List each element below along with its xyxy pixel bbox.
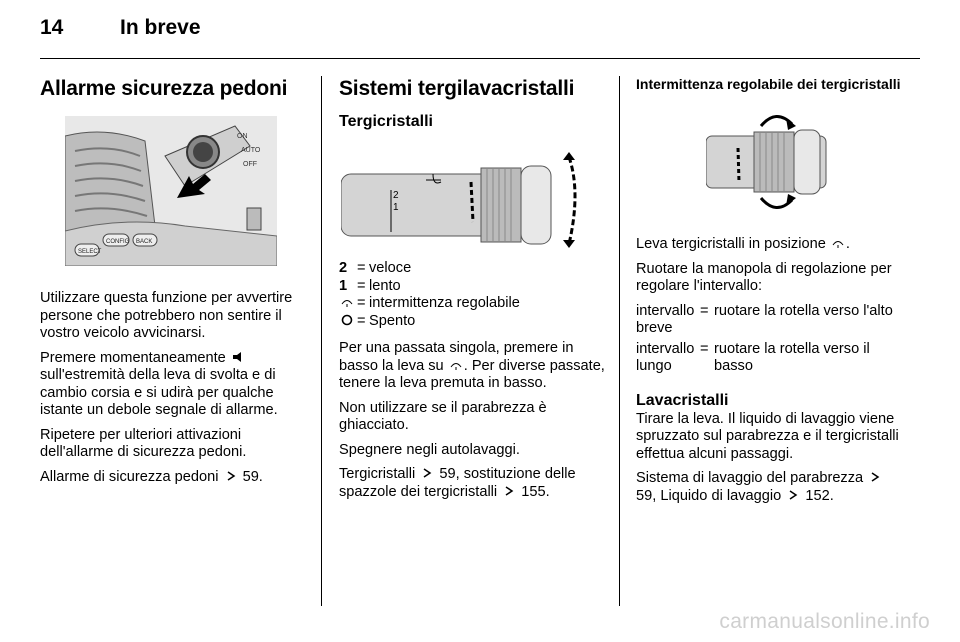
interval-subtitle: Intermittenza regolabile dei tergicristalli: [636, 76, 901, 92]
pedestrian-alarm-instructions: Premere momentaneamente sull'estremità della leva di svolta e di cambio corsia e si udirà per qualche istante un debole segnale di allarme.: [40, 349, 278, 418]
svg-text:2: 2: [393, 190, 399, 201]
interval-legend: intervallo breve = ruotare la rotella verso l'alto intervallo lungo = ruotare la rotella verso il basso: [636, 302, 893, 374]
wiper-off-icon: [341, 314, 353, 326]
header-divider: [40, 58, 920, 59]
page-ref-icon: [421, 467, 433, 479]
stalk-illustration: [65, 116, 277, 266]
wiper-interval-icon: [341, 296, 353, 308]
wiper-speed-legend: 2 = veloce 1 = lento = intermittenza regolabile = Spento: [339, 260, 520, 329]
column-divider: [619, 76, 620, 606]
pedestrian-alarm-repeat: Ripetere per ulteriori attivazioni dell'allarme di sicurezza pedoni.: [40, 426, 247, 460]
wipers-subtitle: Tergicristalli: [339, 113, 433, 130]
interval-position: Leva tergicristalli in posizione .: [636, 236, 850, 252]
washer-description: Tirare la leva. Il liquido di lavaggio viene spruzzato sul parabrezza e il tergicristalli effettua alcuni passaggi.: [636, 410, 899, 462]
svg-text:CONFIG: CONFIG: [106, 239, 130, 245]
interval-adjust: Ruotare la manopola di regolazione per regolare l'intervallo:: [636, 260, 892, 294]
washer-title: Lavacristalli: [636, 391, 729, 409]
pedestrian-alarm-reference: Allarme di sicurezza pedoni 59.: [40, 468, 263, 485]
washer-reference: Sistema di lavaggio del parabrezza 59, Liquido di lavaggio 152.: [636, 470, 904, 505]
column-divider: [321, 76, 322, 606]
pedestrian-alarm-intro: Utilizzare questa funzione per avvertire persone che potrebbero non sentire il vostro veicolo avvicinarsi.: [40, 290, 293, 341]
wiper-stalk-figure: [341, 152, 591, 252]
svg-text:AUTO: AUTO: [241, 147, 261, 154]
page-number: 14: [40, 16, 64, 39]
page-ref-icon: [787, 489, 799, 501]
pedestrian-alarm-title: Allarme sicurezza pedoni: [40, 77, 288, 100]
wiper-single-pass: Per una passata singola, premere in basso la leva su . Per diverse passate, tenere la leva premuta in basso.: [339, 340, 605, 391]
wiper-ice-warning: Non utilizzare se il parabrezza è ghiacciato.: [339, 399, 547, 433]
interval-dial-illustration: [706, 108, 836, 214]
page-ref-icon: [225, 470, 237, 482]
svg-text:BACK: BACK: [136, 239, 153, 245]
watermark: carmanualsonline.info: [719, 610, 930, 633]
wiper-interval-icon: [832, 237, 844, 249]
interval-dial-figure: [706, 108, 836, 214]
section-title: In breve: [120, 16, 201, 39]
column-pedestrian-alarm: [40, 76, 308, 493]
wiper-stalk-illustration: [341, 152, 591, 252]
svg-text:SELECT: SELECT: [78, 249, 102, 255]
svg-text:1: 1: [393, 202, 399, 213]
svg-text:OFF: OFF: [243, 161, 257, 168]
page-header: [40, 16, 201, 46]
svg-text:ON: ON: [237, 133, 248, 140]
page-ref-icon: [503, 485, 515, 497]
wiper-reference: Tergicristalli 59, sostituzione delle spazzole dei tergicristalli 155.: [339, 466, 576, 500]
wiper-systems-title: Sistemi tergilavacristalli: [339, 77, 575, 100]
wiper-mist-icon: [450, 359, 462, 371]
wiper-carwash-note: Spegnere negli autolavaggi.: [339, 441, 520, 458]
page-ref-icon: [869, 471, 881, 483]
pedestrian-alarm-figure: [65, 116, 277, 266]
column-wipers: [339, 76, 607, 508]
horn-icon: [232, 351, 244, 363]
column-interval-washer: [636, 76, 904, 512]
